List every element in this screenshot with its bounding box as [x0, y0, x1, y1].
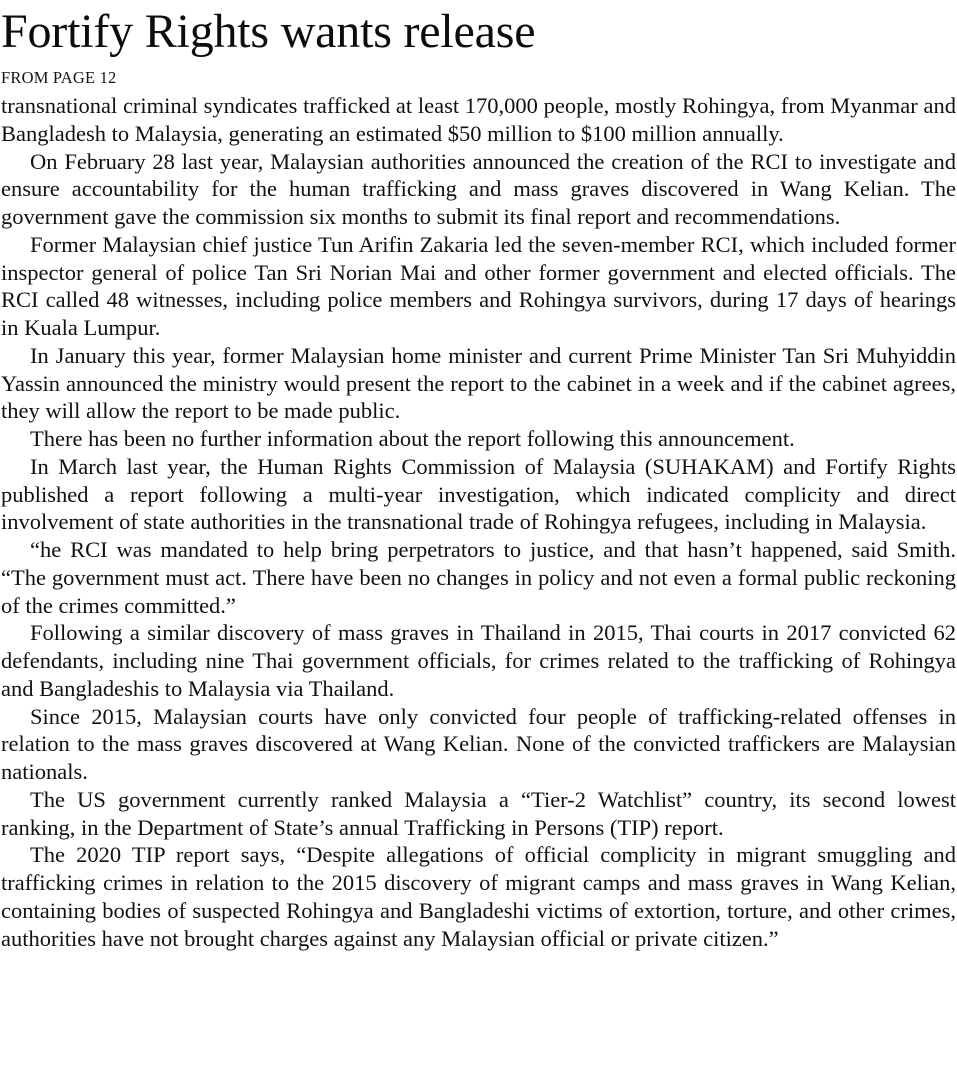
paragraph-11: The 2020 TIP report says, “Despite allegations of official complicity in migrant smuggling and trafficking crimes in relation to the 2015 discovery of migrant camps and mass graves in Wang Kelian, containing bodies of suspected Rohingya and Bangladeshi victims of extortion, torture, and other crimes, authorities have not brought charges against any Malaysian official or private citizen.”	[1, 842, 956, 951]
paragraph-2: On February 28 last year, Malaysian authorities announced the creation of the RCI to investigate and ensure accountability for the human trafficking and mass graves discovered in Wang Kelian. The government gave the commission six months to submit its final report and recommendations.	[1, 148, 956, 229]
paragraph-6: In March last year, the Human Rights Commission of Malaysia (SUHAKAM) and Fortify Rights published a report following a multi-year investigation, which indicated complicity and direct involvement of state authorities in the transnational trade of Rohingya refugees, including in Malaysia.	[1, 453, 956, 535]
paragraph-1: transnational criminal syndicates trafficked at least 170,000 people, mostly Rohingya, from Myanmar and Bangladesh to Malaysia, generating an estimated $50 million to $100 million annually.	[1, 93, 956, 146]
article-body	[1, 92, 956, 952]
jump-line: FROM PAGE 12	[1, 68, 117, 87]
paragraph-10: The US government currently ranked Malaysia a “Tier-2 Watchlist” country, its second lowest ranking, in the Department of State’s annual Trafficking in Persons (TIP) report.	[1, 786, 956, 840]
headline: Fortify Rights wants release	[1, 5, 536, 58]
paragraph-5: There has been no further information about the report following this announcement.	[30, 426, 795, 451]
paragraph-4: In January this year, former Malaysian home minister and current Prime Minister Tan Sri Muhyiddin Yassin announced the ministry would present the report to the cabinet in a week and if the cabinet agrees, they will allow the report to be made public.	[1, 342, 956, 424]
paragraph-7: “he RCI was mandated to help bring perpetrators to justice, and that hasn’t happened, said Smith. “The government must act. There have been no changes in policy and not even a formal public reckoning of the crimes committed.”	[1, 537, 956, 618]
paragraph-3: Former Malaysian chief justice Tun Arifin Zakaria led the seven-member RCI, which included former inspector general of police Tan Sri Norian Mai and other former government and elected officials. The RCI called 48 witnesses, including police members and Rohingya survivors, during 17 days of hearings in Kuala Lumpur.	[1, 231, 956, 340]
paragraph-9: Since 2015, Malaysian courts have only convicted four people of trafficking-related offenses in relation to the mass graves discovered at Wang Kelian. None of the convicted traffickers are Malaysian nationals.	[1, 703, 956, 784]
paragraph-8: Following a similar discovery of mass graves in Thailand in 2015, Thai courts in 2017 convicted 62 defendants, including nine Thai government officials, for crimes related to the trafficking of Rohingya and Bangladeshis to Malaysia via Thailand.	[1, 620, 956, 701]
